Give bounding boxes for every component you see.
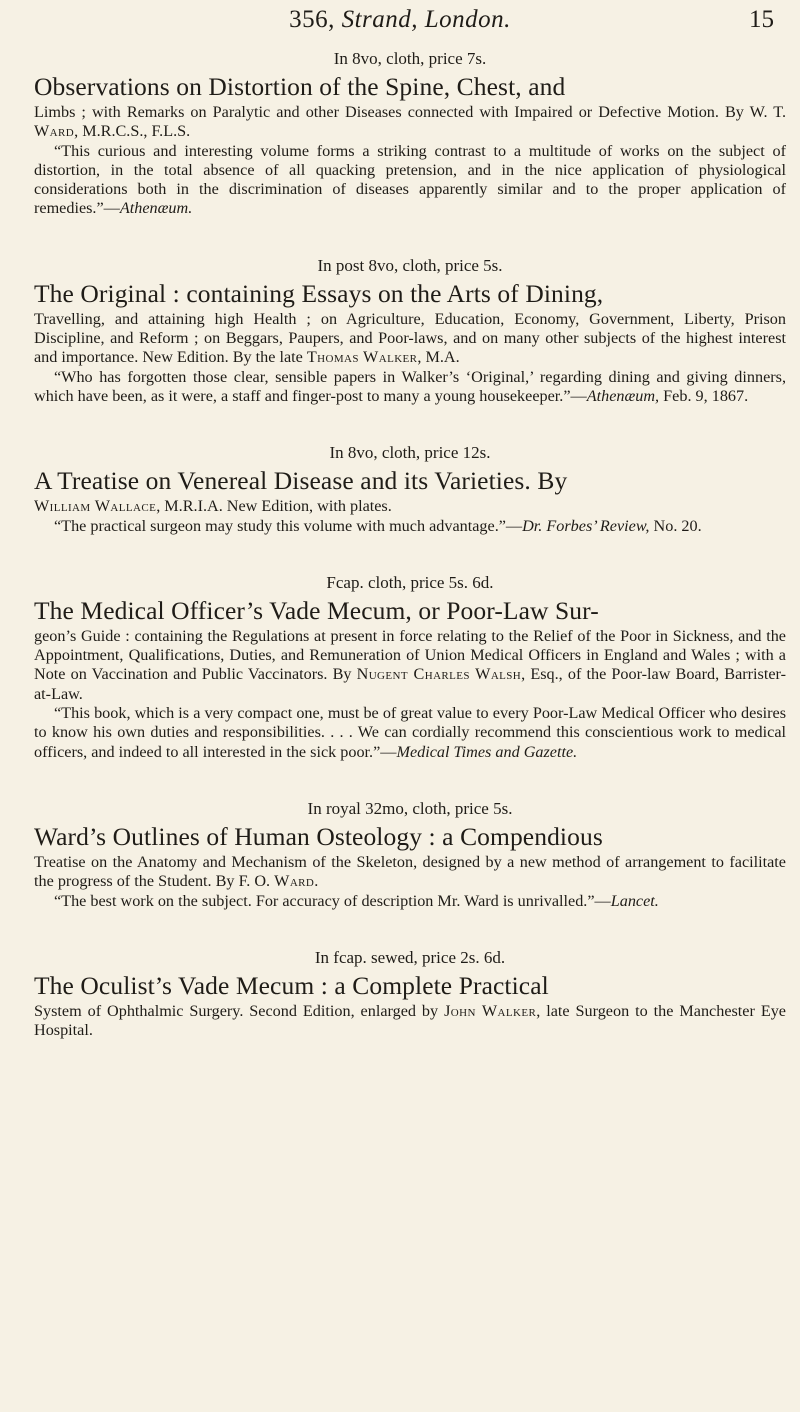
book-entry: [34, 572, 786, 762]
book-description: Travelling, and attaining high Health ; on Agriculture, Education, Economy, Government, Liberty, Prison Discipline, and Reform ; on Beggars, Paupers, and Poor-laws, and on many other subjects of the highest interest and importance. New Edition. By the late Thomas Walker, M.A.: [34, 309, 786, 367]
book-title: Observations on Distortion of the Spine, Chest, and: [34, 72, 566, 101]
review-quote: “The practical surgeon may study this volume with much advantage.”—Dr. Forbes’ Review, No. 20.: [54, 516, 702, 535]
review-quote: “Who has forgotten those clear, sensible papers in Walker’s ‘Original,’ regarding dining and giving dinners, which have been, as it were, a staff and finger-post to many a young housekeeper.”—Athenæum, Feb. 9, 1867.: [34, 367, 786, 405]
book-title: A Treatise on Venereal Disease and its Varieties. By: [34, 466, 568, 496]
book-entry: [34, 947, 786, 1041]
author-name: Thomas Walker: [306, 348, 418, 367]
book-imprint: In 8vo, cloth, price 7s.: [333, 49, 487, 68]
book-entry: [34, 442, 786, 536]
book-imprint: In royal 32mo, cloth, price 5s.: [307, 798, 513, 818]
book-description: Treatise on the Anatomy and Mechanism of the Skeleton, designed by a new method of arrangement to facilitate the progress of the Student. By F. O. Ward.: [34, 852, 786, 891]
book-description: William Wallace, M.R.I.A. New Edition, with plates.: [34, 497, 392, 516]
author-name: Nugent Charles Walsh: [356, 665, 522, 684]
review-quote: “This book, which is a very compact one, must be of great value to every Poor-Law Medical Officer who desires to know his own duties and responsibilities. . . . We can cordially recommend this conscientious work to medical officers, and indeed to all interested in the sick poor.”—Medical Times and Gazette.: [34, 704, 786, 761]
book-imprint: In post 8vo, cloth, price 5s.: [317, 255, 503, 275]
book-entry: [34, 255, 786, 406]
book-imprint: Fcap. cloth, price 5s. 6d.: [326, 572, 494, 592]
review-quote: “The best work on the subject. For accuracy of description Mr. Ward is unrivalled.”—Lancet.: [54, 891, 659, 910]
page-header: [0, 2, 800, 38]
author-name: Ward: [34, 122, 75, 141]
author-name: William Wallace: [34, 497, 157, 516]
book-description: geon’s Guide : containing the Regulations at present in force relating to the Relief of the Poor in Sickness, and the Appointment, Qualifications, Duties, and Remuneration of Union Medical Officers in England and Wales ; with a Note on Vaccination and Public Vaccinators. By Nugent Charles Walsh, Esq., of the Poor-law Board, Barrister-at-Law.: [34, 626, 786, 703]
book-description: System of Ophthalmic Surgery. Second Edition, enlarged by John Walker, late Surgeon to the Manchester Eye Hospital.: [34, 1001, 786, 1040]
book-entry: [34, 48, 786, 219]
advertisement-list: [34, 48, 786, 1040]
review-source: Athenæum.: [119, 199, 193, 218]
book-title: The Oculist’s Vade Mecum : a Complete Practical: [34, 970, 549, 1000]
running-head-place: Strand, London.: [341, 6, 511, 33]
page-number: 15: [749, 6, 774, 33]
book-entry: [34, 798, 786, 911]
review-source: Athenæum,: [586, 386, 660, 405]
author-name: Ward: [274, 872, 315, 891]
review-source: Dr. Forbes’ Review,: [522, 516, 650, 535]
running-head: [0, 2, 800, 38]
running-head-number: 356,: [289, 6, 335, 33]
book-description: Limbs ; with Remarks on Paralytic and other Diseases connected with Impaired or Defective Motion. By W. T. Ward, M.R.C.S., F.L.S.: [34, 103, 786, 141]
author-name: John Walker: [444, 1001, 537, 1020]
book-imprint: In 8vo, cloth, price 12s.: [329, 443, 491, 463]
book-title: Ward’s Outlines of Human Osteology : a Compendious: [34, 821, 603, 851]
book-title: The Medical Officer’s Vade Mecum, or Poor-Law Sur-: [34, 595, 599, 625]
review-quote: “This curious and interesting volume forms a striking contrast to a multitude of works on the subject of distortion, in the total absence of all quacking pretension, and in the nice application of physiological considerations both in the discrimination of diseases apparently similar and to the proper application of remedies.”—Athenæum.: [34, 141, 786, 218]
book-title: The Original : containing Essays on the Arts of Dining,: [34, 278, 604, 308]
review-source: Lancet.: [610, 891, 659, 910]
book-imprint: In fcap. sewed, price 2s. 6d.: [314, 947, 506, 967]
review-source: Medical Times and Gazette.: [396, 742, 578, 761]
